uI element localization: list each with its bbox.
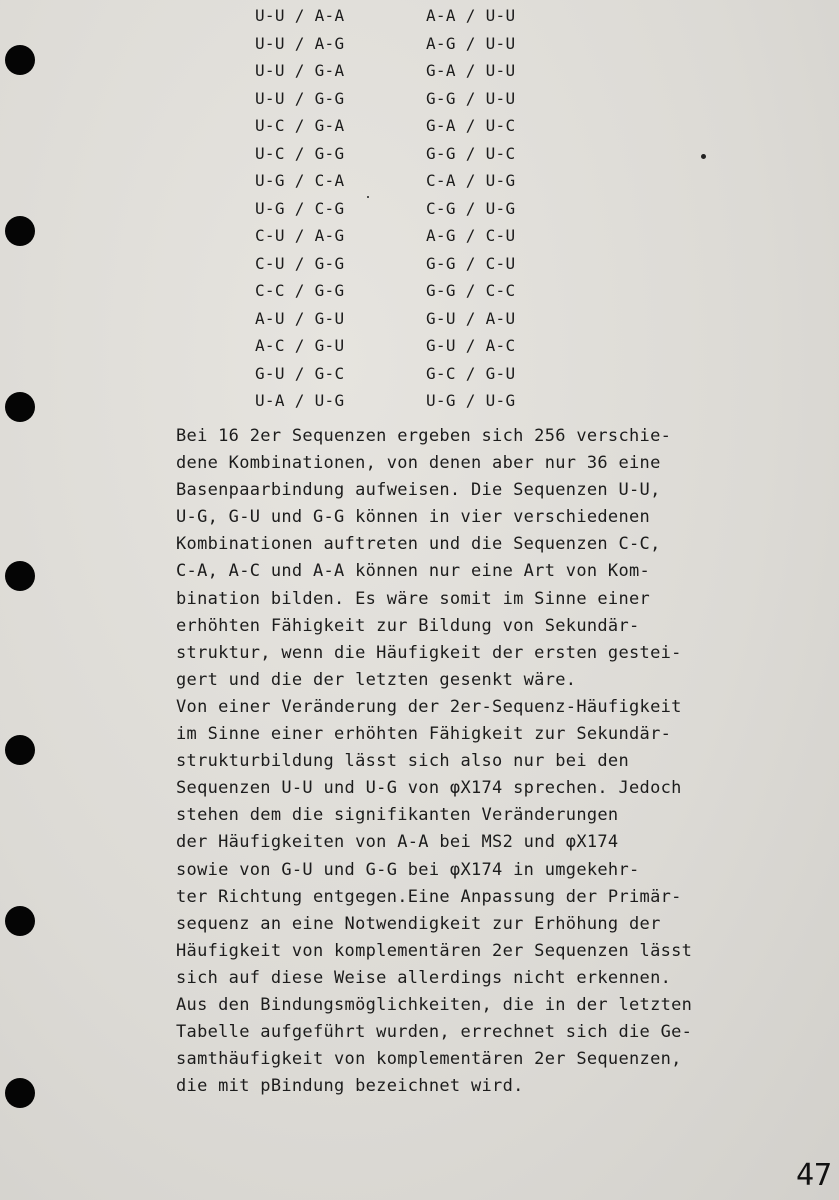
pair-left: U-G / C-A (255, 171, 345, 190)
text-line: im Sinne einer erhöhten Fähigkeit zur Sekundär- (176, 724, 672, 745)
pair-left: U-C / G-A (255, 116, 345, 135)
base-pair-row (255, 387, 575, 415)
pair-right: U-G / U-G (426, 391, 516, 410)
text-line: sequenz an eine Notwendigkeit zur Erhöhung der (176, 913, 661, 934)
text-line: Kombinationen auftreten und die Sequenzen C-C, (176, 534, 661, 555)
text-line: Von einer Veränderung der 2er-Sequenz-Häufigkeit (176, 696, 682, 717)
text-line: der Häufigkeiten von A-A bei MS2 und φX174 (176, 832, 619, 853)
text-line: die mit pBindung bezeichnet wird. (176, 1076, 524, 1097)
pair-left: U-A / U-G (255, 391, 345, 410)
text-line: C-A, A-C und A-A können nur eine Art von Kom- (176, 561, 651, 582)
pair-right: G-U / A-U (426, 308, 516, 328)
text-line: Sequenzen U-U und U-G von φX174 sprechen. Jedoch (176, 778, 682, 799)
pair-right: A-G / C-U (426, 226, 516, 245)
text-line: erhöhten Fähigkeit zur Bildung von Sekundär- (176, 615, 640, 636)
punch-hole (5, 45, 35, 75)
text-line: bination bilden. Es wäre somit im Sinne einer (176, 588, 651, 609)
text-line: Aus den Bindungsmöglichkeiten, die in der letzten (176, 994, 693, 1015)
text-line: gert und die der letzten gesenkt wäre. (176, 669, 577, 690)
text-line: Basenpaarbindung aufweisen. Die Sequenzen U-U, (176, 480, 661, 501)
pair-right: A-A / U-U (426, 6, 516, 25)
text-line: sowie von G-U und G-G bei φX174 in umgekehr- (176, 859, 640, 880)
pair-left: C-C / G-G (255, 281, 345, 300)
text-line: sich auf diese Weise allerdings nicht erkennen. (176, 967, 672, 988)
text-line: Tabelle aufgeführt wurden, errechnet sich die Ge- (176, 1022, 693, 1043)
punch-hole (5, 561, 35, 591)
text-line: stehen dem die signifikanten Veränderungen (176, 805, 619, 826)
base-pair-row (255, 140, 575, 168)
base-pair-row (255, 250, 575, 278)
text-line: Häufigkeit von komplementären 2er Sequenzen lässt (176, 940, 693, 961)
base-pair-row (255, 222, 575, 250)
pair-left: A-U / G-U (255, 308, 345, 328)
pair-right: G-U / A-C (426, 336, 516, 355)
pair-right: A-G / U-U (426, 33, 516, 53)
pair-left: C-U / A-G (255, 226, 345, 245)
base-pair-table (255, 0, 575, 415)
pair-right: G-G / C-C (426, 281, 516, 300)
ink-speck (701, 154, 706, 159)
base-pair-row (255, 360, 575, 388)
base-pair-row (255, 277, 575, 305)
pair-right: G-G / C-U (426, 253, 516, 273)
pair-right: C-A / U-G (426, 171, 516, 190)
pair-left: A-C / G-U (255, 336, 345, 355)
punch-hole (5, 392, 35, 422)
pair-left: U-U / A-G (255, 33, 345, 53)
text-line: samthäufigkeit von komplementären 2er Sequenzen, (176, 1049, 682, 1070)
text-line: U-G, G-U und G-G können in vier verschiedenen (176, 507, 651, 528)
pair-left: C-U / G-G (255, 253, 345, 273)
base-pair-row (255, 2, 575, 30)
text-line: dene Kombinationen, von denen aber nur 36 eine (176, 453, 661, 474)
pair-right: G-G / U-C (426, 143, 516, 163)
punch-hole (5, 216, 35, 246)
pair-left: G-U / G-C (255, 363, 345, 383)
pair-left: U-U / G-A (255, 61, 345, 80)
page-number: 47 (796, 1158, 833, 1193)
punch-hole (5, 906, 35, 936)
base-pair-row (255, 167, 575, 195)
pair-right: G-G / U-U (426, 88, 516, 108)
body-paragraph (176, 423, 776, 1100)
base-pair-row (255, 30, 575, 58)
pair-left: U-G / C-G (255, 198, 345, 218)
pair-left: U-C / G-G (255, 143, 345, 163)
pair-right: G-A / U-C (426, 116, 516, 135)
pair-right: G-A / U-U (426, 61, 516, 80)
pair-left: U-U / A-A (255, 6, 345, 25)
base-pair-row (255, 85, 575, 113)
text-line: ter Richtung entgegen.Eine Anpassung der Primär- (176, 886, 682, 907)
punch-hole (5, 1078, 35, 1108)
pair-right: C-G / U-G (426, 198, 516, 218)
pair-right: G-C / G-U (426, 363, 516, 383)
text-line: Bei 16 2er Sequenzen ergeben sich 256 verschie- (176, 426, 672, 446)
text-line: strukturbildung lässt sich also nur bei den (176, 751, 629, 772)
base-pair-row (255, 112, 575, 140)
punch-hole (5, 735, 35, 765)
base-pair-row (255, 332, 575, 360)
base-pair-row (255, 57, 575, 85)
base-pair-row (255, 305, 575, 333)
pair-left: U-U / G-G (255, 88, 345, 108)
base-pair-row (255, 195, 575, 223)
text-line: struktur, wenn die Häufigkeit der ersten gestei- (176, 642, 682, 663)
